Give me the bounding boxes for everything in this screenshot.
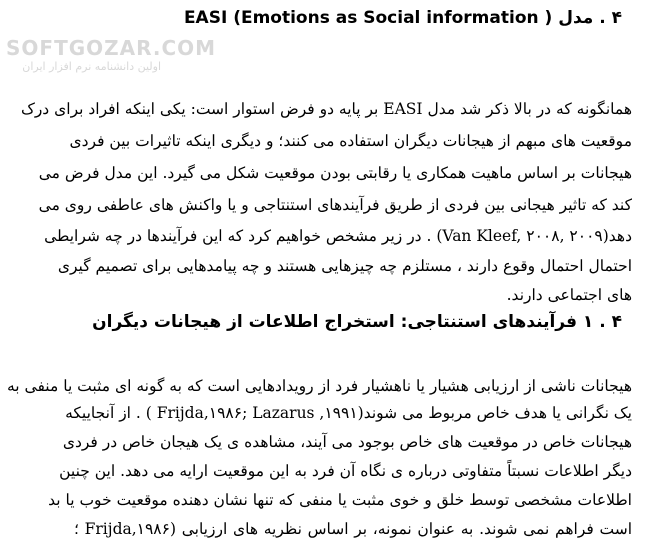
paragraph-line: است فراهم نمی شوند. به عنوان نمونه، بر اساس نظریه های ارزیابی (Frijda,۱۹۸۶ ؛: [74, 520, 633, 538]
watermark-brand: SOFTGOZAR.COM: [6, 36, 217, 60]
paragraph-line: دهد(Van Kleef, ۲۰۰۸, ۲۰۰۹) . در زیر مشخص خواهیم کرد که این فرآیندها در چه شرایطی: [44, 227, 632, 245]
paragraph-line: اطلاعات مشخصی توسط خلق و خوی مثبت یا منفی که تنها نشان دهنده موقعیت خوب یا بد: [48, 491, 632, 509]
paragraph-line: دیگر اطلاعات نسبتاً متفاوتی درباره ی نگاه آن فرد به این موقعیت ارایه می دهد. این چنین: [59, 462, 632, 480]
paragraph-line: احتمال احتمال وقوع دارند ، مستلزم چه چیزهایی هستند و چه پیامدهایی برای تصمیم گیری: [57, 257, 632, 275]
watermark: [6, 36, 216, 73]
section-heading-4-1: ۴ . ۱ فرآیندهای استنتاجی: استخراج اطلاعات از هیجانات دیگران: [92, 312, 622, 332]
watermark-tagline: اولین دانشنامه نرم افزار ایران: [22, 60, 161, 73]
paragraph-line: هیجانات خاص در موقعیت های خاص بوجود می آیند، مشاهده ی یک هیجان خاص در فردی: [62, 433, 632, 451]
paragraph-line: های اجتماعی دارند.: [506, 286, 632, 304]
paragraph-line: موقعیت های مبهم از هیجانات دیگران استفاده می کنند؛ و دیگری اینکه تاثیرات بین فردی: [69, 132, 632, 150]
paragraph-line: همانگونه که در بالا ذکر شد مدل EASI بر پایه دو فرض استوار است: یکی اینکه افراد برای درک: [20, 100, 632, 118]
paragraph-line: هیجانات بر اساس ماهیت همکاری یا رقابتی بودن موقعیت شکل می گیرد. این مدل فرض می: [38, 164, 632, 182]
paragraph-line: یک نگرانی یا هدف خاص مربوط می شوند(Frijda,۱۹۸۶; Lazarus ,۱۹۹۱ ) . از آنجاییکه: [65, 404, 632, 422]
paragraph-line: هیجانات ناشی از ارزیابی هشیار یا ناهشیار فرد از رویدادهایی است که به گونه ای مثبت یا منفی به: [7, 377, 632, 395]
section-heading-4: ۴ . مدل EASI (Emotions as Social information ): [183, 8, 622, 28]
paragraph-line: کند که تاثیر هیجانی بین فردی از طریق فرآیندهای استنتاجی و یا واکنش های عاطفی روی می: [38, 196, 632, 214]
